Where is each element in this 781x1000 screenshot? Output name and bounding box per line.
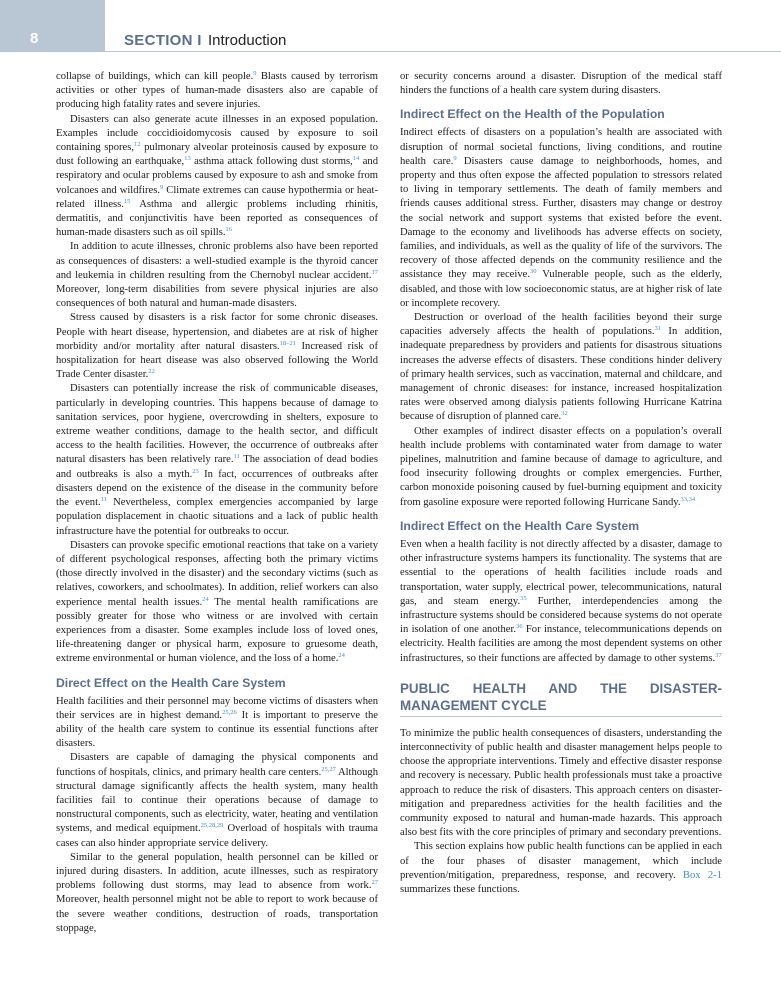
citation-superscript[interactable]: 11 — [233, 453, 240, 461]
page-number-tab — [0, 0, 105, 52]
paragraph: Indirect effects of disasters on a population’s health are associated with disruption of normal societal functions, living conditions, and routine health care.$^9$ Disasters cause damage to neighborhoods, homes, and property and thus often expose the affected population to stressors related to living in temporary settlements. The death of family members and friends causes additional stress. Further, disasters may change or destroy the social network and support systems that existed before the event. Damage to the economy and livelihoods has adverse effects on society, families, and individuals, as well as the quality of life of the survivors. The recovery of those affected depends on the community resilience and the assistance they may receive.$^{30}$ Vulnerable people, such as the elderly, disabled, and those with low socioeconomic status, are at higher risk of late or incomplete recovery. — [400, 127, 722, 309]
citation-superscript[interactable]: 9 — [453, 154, 457, 162]
citation-superscript[interactable]: 17 — [371, 268, 378, 276]
paragraph: Destruction or overload of the health facilities beyond their surge capacities adversely affects the health of populations.$^{31}$ In addition, inadequate preparedness by providers and patients for disastrous situations increases the adverse effects of disasters. These conditions hinder delivery of primary health services, such as vaccination, maternal and childcare, and management of chronic diseases: for instance, increased hospitalization rates were observed among dialysis patients following Hurricane Katrina because of disruption of planned care.$^{32}$ — [400, 312, 723, 423]
citation-superscript[interactable]: 25,28,29 — [200, 822, 224, 830]
citation-superscript[interactable]: 22 — [148, 368, 155, 376]
paragraph: Disasters can also generate acute illnesses in an exposed population. Examples include coccidioidomycosis caused by exposure to soil containing spores,$^{12}$ pulmonary alveolar proteinosis caused by exposure to dust following an earthquake,$^{13}$ asthma attack following dust storms,$^{14}$ and respiratory and ocular problems caused by exposure to ash and smoke from volcanoes and wildfires.$^9$ Climate extremes can cause hypothermia or heat-related illness.$^{15}$ Asthma and allergic problems including rhinitis, dermatitis, and conjunctivitis have been reported as consequences of human-made disasters such as oil spills.$^{16}$ — [56, 113, 378, 239]
citation-superscript[interactable]: 35 — [520, 594, 527, 602]
citation-superscript[interactable]: 25,27 — [321, 765, 336, 773]
citation-superscript[interactable]: 18–21 — [279, 339, 296, 347]
paragraph: Even when a health facility is not directly affected by a disaster, damage to other infrastructure systems hampers its functionality. The systems that are essential to the operations of health facilities include roads and transportation, water supply, electrical power, telecommunications, natural gas, and steam energy.$^{35}$ Further, interdependencies among the infrastructure systems should be considered because systems do not operate in isolation of one another.$^{36}$ For instance, telecommunications depends on electricity. Health facilities are among the most dependent systems on other infrastructures, so their functions are affected by damage to other systems.$^{37}$ — [400, 538, 722, 664]
paragraph: or security concerns around a disaster. Disruption of the medical staff hinders the functions of a health care system during disasters. — [400, 71, 722, 97]
paragraph: Other examples of indirect disaster effects on a population’s overall health include problems with contaminated water from damage to water pipelines, malnutrition and famine because of damage to agriculture, and food insecurity following droughts or complex emergencies. Further, carbon monoxide poisoning caused by fuel-burning equipment and toxicity from gasoline exposure were reported following Hurricane Sandy.$^{33,34}$ — [400, 425, 722, 508]
citation-superscript[interactable]: 25,26 — [222, 708, 237, 716]
subheading-indirect-population: Indirect Effect on the Health of the Population — [400, 107, 665, 122]
citation-superscript[interactable]: 24 — [338, 652, 345, 660]
subheading-direct-effect: Direct Effect on the Health Care System — [56, 675, 286, 690]
header-rule — [105, 51, 781, 52]
citation-superscript[interactable]: 30 — [529, 268, 537, 276]
paragraph: Health facilities and their personnel may become victims of disasters when their services are in highest demand.$^{25,26}$ It is important to preserve the ability of the health care system to continue its essential functions after disasters. — [56, 695, 378, 750]
citation-superscript[interactable]: 36 — [516, 623, 523, 631]
paragraph: Disasters can provoke specific emotional reactions that take on a variety of different psychological responses, affecting both the primary victims (those directly involved in the disaster) and the secondary victims (such as relatives, coworkers, and schoolmates). In addition, relief workers can also experience mental health issues.$^{24}$ The mental health ramifications are possibly greater for those who witness or are involved with certain experiences from a disaster. Some examples include loss of loved ones, life-threatening danger or physical harm, exposure to gruesome death, extreme environmental or human violence, and the loss of a home.$^{24}$ — [56, 539, 378, 665]
citation-superscript[interactable]: 33,34 — [680, 495, 696, 503]
right-column — [400, 70, 722, 897]
section-heading-public-health: PUBLIC HEALTH AND THE DISASTER-MANAGEMENT CYCLE — [400, 680, 722, 717]
citation-superscript[interactable]: 12 — [134, 141, 141, 149]
paragraph: Disasters can potentially increase the risk of communicable diseases, particularly in developing countries. This happens because of damage to sanitation services, poor hygiene, overcrowding in shelters, exposure to extreme weather conditions, damage to the health sector, and difficult access to the health facilities. However, the occurrence of outbreaks after natural disasters has been relatively rare.$^{11}$ The association of dead bodies and outbreaks is also a myth.$^{23}$ In fact, occurrences of outbreaks after disasters depend on the existence of the disease in the community before the event.$^{11}$ Nevertheless, complex emergencies accompanied by large population displacement in chaotic situations and a lack of public health infrastructure have the potential for outbreaks to occur. — [56, 383, 378, 537]
left-column — [56, 70, 378, 936]
citation-superscript[interactable]: 9 — [160, 183, 164, 191]
citation-superscript[interactable]: 27 — [371, 879, 378, 887]
paragraph: collapse of buildings, which can kill people.$^9$ Blasts caused by terrorism activities or other types of human-made disasters also are capable of producing high fatality rates and severe injuries. — [56, 70, 378, 111]
paragraph: Similar to the general population, health personnel can be killed or injured during disasters. In addition, acute illnesses, such as respiratory problems following dust storms, may lead to absence from work.$^{27}$ Moreover, health personnel might not be able to report to work because of the severe weather conditions, destruction of roads, transportation stoppage, — [56, 851, 378, 934]
subheading-indirect-health-care: Indirect Effect on the Health Care System — [400, 518, 640, 533]
citation-superscript[interactable]: 13 — [184, 155, 191, 163]
page-number: 8 — [30, 30, 39, 47]
paragraph: To minimize the public health consequences of disasters, understanding the interconnectivity of public health and disaster management helps people to choose the appropriate interventions. Timely and effective disaster response and recovery is necessary. Public health professionals must take a proactive approach to reduce the risk of disasters. This approach centers on disaster-mitigation and preparedness activities for the health facilities and the community exposed to natural and human-made hazards. This approach also best fits with the core principles of primary and secondary preventions. — [400, 727, 722, 839]
citation-superscript[interactable]: 15 — [123, 197, 131, 205]
paragraph: In addition to acute illnesses, chronic problems also have been reported as consequences of disasters: a well-studied example is the thyroid cancer and leukemia in children resulting from the Chernobyl nuclear accident.$^{17}$ Moreover, long-term disabilities from severe physical injuries are also consequences of both natural and human-made disasters. — [56, 241, 378, 310]
citation-superscript[interactable]: 11 — [100, 496, 107, 504]
citation-superscript[interactable]: 9 — [253, 70, 257, 77]
paragraph: Stress caused by disasters is a risk factor for some chronic diseases. People with heart disease, hypertension, and diabetes are at risk of higher morbidity and/or mortality after natural disasters.$^{18-21}$ Increased risk of hospitalization for heart disease was also observed following the World Trade Center disaster.$^{22}$ — [56, 312, 378, 381]
paragraph-text: This section explains how public health functions can be applied in each of the four phases of disaster management, which include prevention/mitigation, preparedness, response, and recovery. — [400, 841, 722, 881]
citation-superscript[interactable]: 23 — [192, 467, 199, 475]
citation-superscript[interactable]: 16 — [225, 226, 232, 234]
paragraph — [400, 840, 722, 897]
citation-superscript[interactable]: 32 — [561, 410, 568, 418]
box-reference-link[interactable]: Box 2-1 — [682, 869, 723, 881]
citation-superscript[interactable]: 24 — [202, 595, 209, 603]
section-label: SECTION I — [124, 32, 202, 49]
citation-superscript[interactable]: 37 — [715, 651, 722, 659]
citation-superscript[interactable]: 14 — [352, 155, 360, 163]
section-title: Introduction — [208, 32, 287, 49]
paragraph: Disasters are capable of damaging the physical components and functions of hospitals, clinics, and primary health care centers.$^{25,27}$ Although structural damage significantly affects the health system, many health facilities fail to continue their operations because of damage to nonstructural components, such as electricity, water, heating and ventilation systems, and medical equipment.$^{25,28,29}$ Overload of hospitals with trauma cases can also hinder appropriate service delivery. — [56, 752, 378, 849]
citation-superscript[interactable]: 31 — [654, 325, 662, 333]
paragraph-text: summarizes these functions. — [400, 883, 520, 895]
